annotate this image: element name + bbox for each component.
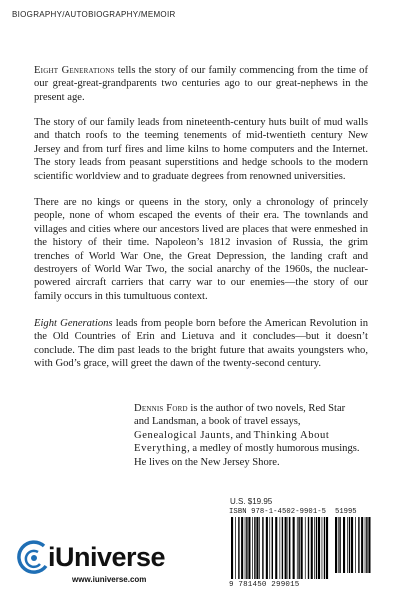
publisher-logo (14, 540, 164, 590)
category-label: BIOGRAPHY/AUTOBIOGRAPHY/MEMOIR (12, 10, 176, 19)
author-name: Dennis Ford (134, 403, 188, 414)
price-code: 51995 (335, 508, 357, 516)
iuniverse-swirl-icon (14, 540, 50, 578)
publisher-url: www.iuniverse.com (72, 575, 147, 584)
price-label: U.S. $19.95 (230, 497, 273, 506)
intro-text: tells the story of our family commencing from the time of our great-great-grandparents two centuries ago to our great-nephews in the present age. (34, 65, 368, 103)
bio-text-1: is the author of two novels, Red Star and Landsman, a book of travel essays, (134, 403, 346, 428)
author-bio (134, 402, 360, 469)
barcode-block (229, 508, 371, 592)
barcode-icon (229, 517, 371, 581)
book-title: Eight Generations (34, 65, 115, 76)
book-title-italic: Eight Generations (34, 318, 113, 329)
history-paragraph: There are no kings or queens in the story, only a chronology of princely people, none of whom escaped the events of their era. The townlands and villages and cities where our ancestors lived are places that were enmeshed in the history of their time. Napoleon’s 1812 invasion of Russia, the grim trenches of World War One, the Great Depression, the landing craft and destroyers of World War Two, the social anarchy of the 1960s, the nuclear-powered aircraft carriers that carry war to our enemies—the story of our family occurs in this tumultuous context. (34, 197, 368, 302)
isbn-label: ISBN 978-1-4502-9901-5 (229, 508, 327, 516)
bio-text-3: , a medley of mostly humorous musings. He lives on the New Jersey Shore. (134, 443, 360, 468)
book-thinking-about-everything: Thinking About Everything (134, 429, 330, 455)
story-paragraph: The story of our family leads from nineteenth-century huts built of mud walls and thatch roofs to the teeming tenements of mid-twentieth century New Jersey and from turf fires and lime kilns to home computers and the Internet. The story leads from peasant superstitions and hedge schools to the modern scientific worldview and to graduate degrees from renowned universities. (34, 117, 368, 182)
conclusion-paragraph (34, 317, 368, 371)
bio-text-2: , and (230, 429, 254, 441)
conclusion-text: leads from people born before the American Revolution in the Old Countries of Erin and Lietuva and it concludes—but it doesn’t conclude. The dim past leads to the bright future that awaits youngsters who, with God’s grace, will greet the dawn of the twenty-second century. (34, 318, 368, 370)
publisher-name: iUniverse (48, 542, 166, 572)
intro-paragraph (34, 64, 368, 104)
isbn-digits: 9 781450 299015 (229, 581, 300, 589)
book-genealogical-jaunts: Genealogical Jaunts (134, 429, 231, 441)
